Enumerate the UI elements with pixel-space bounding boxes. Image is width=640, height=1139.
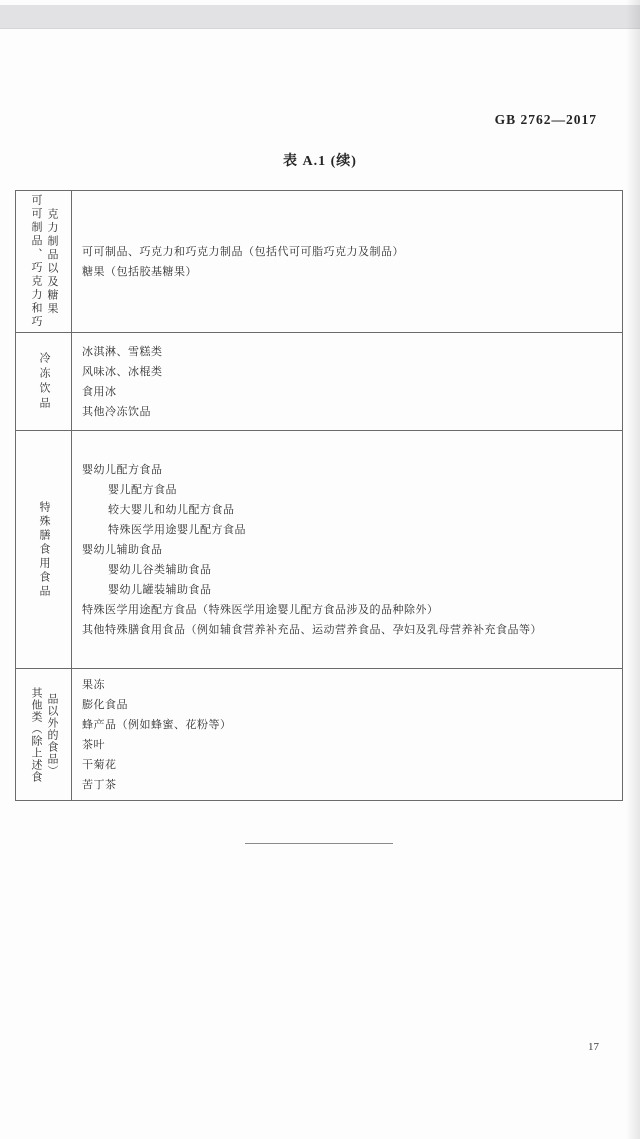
food-item: 其他特殊膳食用食品（例如辅食营养补充品、运动营养食品、孕妇及乳母营养补充食品等）: [82, 623, 542, 636]
table-row: [16, 669, 622, 800]
category-cell: [16, 431, 72, 668]
items-cell: [72, 191, 622, 332]
food-item: 特殊医学用途婴儿配方食品: [108, 523, 246, 536]
food-item: 膨化食品: [82, 698, 128, 711]
food-item: 较大婴儿和幼儿配方食品: [108, 503, 235, 516]
category-cell: [16, 669, 72, 800]
category-cell: [16, 333, 72, 430]
category-column-text: 冷冻饮品: [38, 351, 50, 412]
food-item: 冰淇淋、雪糕类: [82, 345, 163, 358]
items-cell: [72, 431, 622, 668]
food-item: 婴幼儿谷类辅助食品: [108, 563, 212, 576]
category-column-text: 克力制品以及糖果: [46, 207, 58, 316]
food-item: 其他冷冻饮品: [82, 405, 151, 418]
food-item: 婴幼儿罐装辅助食品: [108, 583, 212, 596]
food-item: 特殊医学用途配方食品（特殊医学用途婴儿配方食品涉及的品种除外）: [82, 603, 439, 616]
category-column-text: 特殊膳食用食品: [38, 500, 50, 599]
standard-code: GB 2762—2017: [494, 112, 597, 127]
page-number: 17: [588, 1041, 599, 1053]
end-of-table-line: [245, 843, 393, 844]
top-bar: [0, 5, 640, 29]
table-row: [16, 333, 622, 431]
food-category-table: [15, 190, 623, 801]
food-item: 风味冰、冰棍类: [82, 365, 163, 378]
table-row: [16, 191, 622, 333]
items-cell: [72, 669, 622, 800]
food-item: 茶叶: [82, 738, 105, 751]
food-item: 可可制品、巧克力和巧克力制品（包括代可可脂巧克力及制品）: [82, 245, 404, 258]
category-column-text: 其他类（除上述食: [30, 686, 42, 783]
food-item: 婴幼儿配方食品: [82, 463, 163, 476]
category-column-text: 可可制品、巧克力和巧: [30, 194, 42, 329]
table-title: 表 A.1 (续): [283, 154, 357, 169]
food-item: 蜂产品（例如蜂蜜、花粉等）: [82, 718, 232, 731]
food-item: 糖果（包括胶基糖果）: [82, 265, 197, 278]
food-item: 苦丁茶: [82, 778, 117, 791]
category-cell: [16, 191, 72, 332]
food-item: 食用冰: [82, 385, 117, 398]
category-column-text: 品以外的食品）: [46, 692, 58, 777]
food-item: 婴幼儿辅助食品: [82, 543, 163, 556]
items-cell: [72, 333, 622, 430]
food-item: 果冻: [82, 678, 105, 691]
table-row: [16, 431, 622, 669]
food-item: 婴儿配方食品: [108, 483, 177, 496]
page-edge-shadow: [626, 0, 640, 1139]
food-item: 干菊花: [82, 758, 117, 771]
